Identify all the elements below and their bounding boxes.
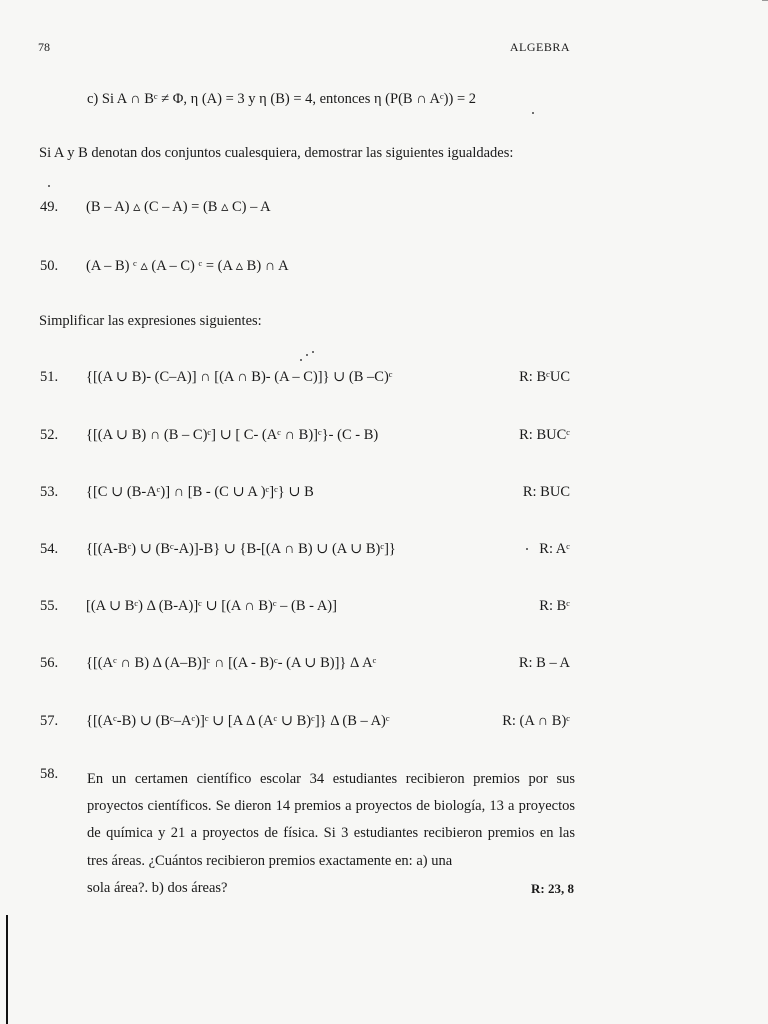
speck [48, 185, 50, 187]
page-number: 78 [38, 40, 50, 54]
scan-edge-line [6, 915, 8, 1024]
item-answer: R: BUC [522, 484, 570, 500]
problem-last-line [87, 875, 574, 902]
item-c: c) Si A ∩ Bᶜ ≠ Φ, η (A) = 3 y η (B) = 4, entonces η (P(B ∩ Aᶜ)) = 2 [87, 91, 477, 107]
intro-demostrar: Si A y B denotan dos conjuntos cualesquiera, demostrar las siguientes igualdades: [39, 145, 514, 161]
speck [300, 359, 302, 361]
item-expression: {[(Aᶜ ∩ B) Δ (A–B)]ᶜ ∩ [(A - B)ᶜ- (A ∪ B)]} Δ Aᶜ [86, 655, 377, 671]
item-expression: {[C ∪ (B-Aᶜ)] ∩ [B - (C ∪ A )ᶜ]ᶜ} ∪ B [86, 484, 314, 500]
item-expression: {[(Aᶜ-B) ∪ (Bᶜ–Aᶜ)]ᶜ ∪ [A Δ (Aᶜ ∪ B)ᶜ]} Δ (B – A)ᶜ [86, 713, 390, 729]
item-answer: R: Aᶜ [539, 541, 570, 557]
item-expression: {[(A ∪ B) ∩ (B – C)ᶜ] ∪ [ C- (Aᶜ ∩ B)]ᶜ}- (C - B) [86, 427, 379, 443]
speck [306, 354, 308, 356]
item-expression: {[(A ∪ B)- (C–A)] ∩ [(A ∩ B)- (A – C)]} ∪ (B –C)ᶜ [86, 369, 393, 385]
item-answer: R: B – A [518, 655, 570, 671]
speck [532, 112, 534, 114]
item-number: 51. [40, 369, 59, 385]
speck [312, 351, 314, 353]
item-answer: R: BᶜUC [519, 369, 570, 385]
item-number: 49. [40, 199, 59, 215]
item-expression: [(A ∪ Bᶜ) Δ (B-A)]ᶜ ∪ [(A ∩ B)ᶜ – (B - A)] [86, 598, 337, 614]
problem-body: En un certamen científico escolar 34 estudiantes recibieron premios por sus proyectos científicos. Se dieron 14 premios a proyectos de biología, 13 a proyectos de química y 21 a proyectos de física. Si 3 estudiantes recibieron premios en las tres áreas. ¿Cuántos recibieron premios exactamente en: a) una [87, 771, 575, 869]
item-answer: R: BUCᶜ [519, 427, 570, 443]
item-expression: (B – A) ▵ (C – A) = (B ▵ C) – A [86, 199, 271, 215]
item-expression: (A – B) ᶜ ▵ (A – C) ᶜ = (A ▵ B) ∩ A [86, 258, 289, 274]
speck [526, 548, 528, 550]
item-answer: R: (A ∩ B)ᶜ [502, 713, 570, 729]
item-number: 55. [40, 598, 59, 614]
intro-simplificar: Simplificar las expresiones siguientes: [39, 313, 262, 329]
section-title: ALGEBRA [509, 40, 570, 54]
problem-question: sola área?. b) dos áreas? [87, 879, 228, 896]
item-number: 52. [40, 427, 59, 443]
item-number: 56. [40, 655, 59, 671]
scan-edge-mark [762, 0, 768, 1]
item-number: 57. [40, 713, 59, 729]
item-answer: R: Bᶜ [539, 598, 570, 614]
item-number: 53. [40, 484, 59, 500]
problem-text [87, 766, 575, 902]
problem-answer: R: 23, 8 [531, 880, 574, 896]
item-number: 50. [40, 258, 59, 274]
problem-number: 58. [40, 766, 59, 782]
item-number: 54. [40, 541, 59, 557]
item-expression: {[(A-Bᶜ) ∪ (Bᶜ-A)]-B} ∪ {B-[(A ∩ B) ∪ (A ∪ B)ᶜ]} [86, 541, 396, 557]
